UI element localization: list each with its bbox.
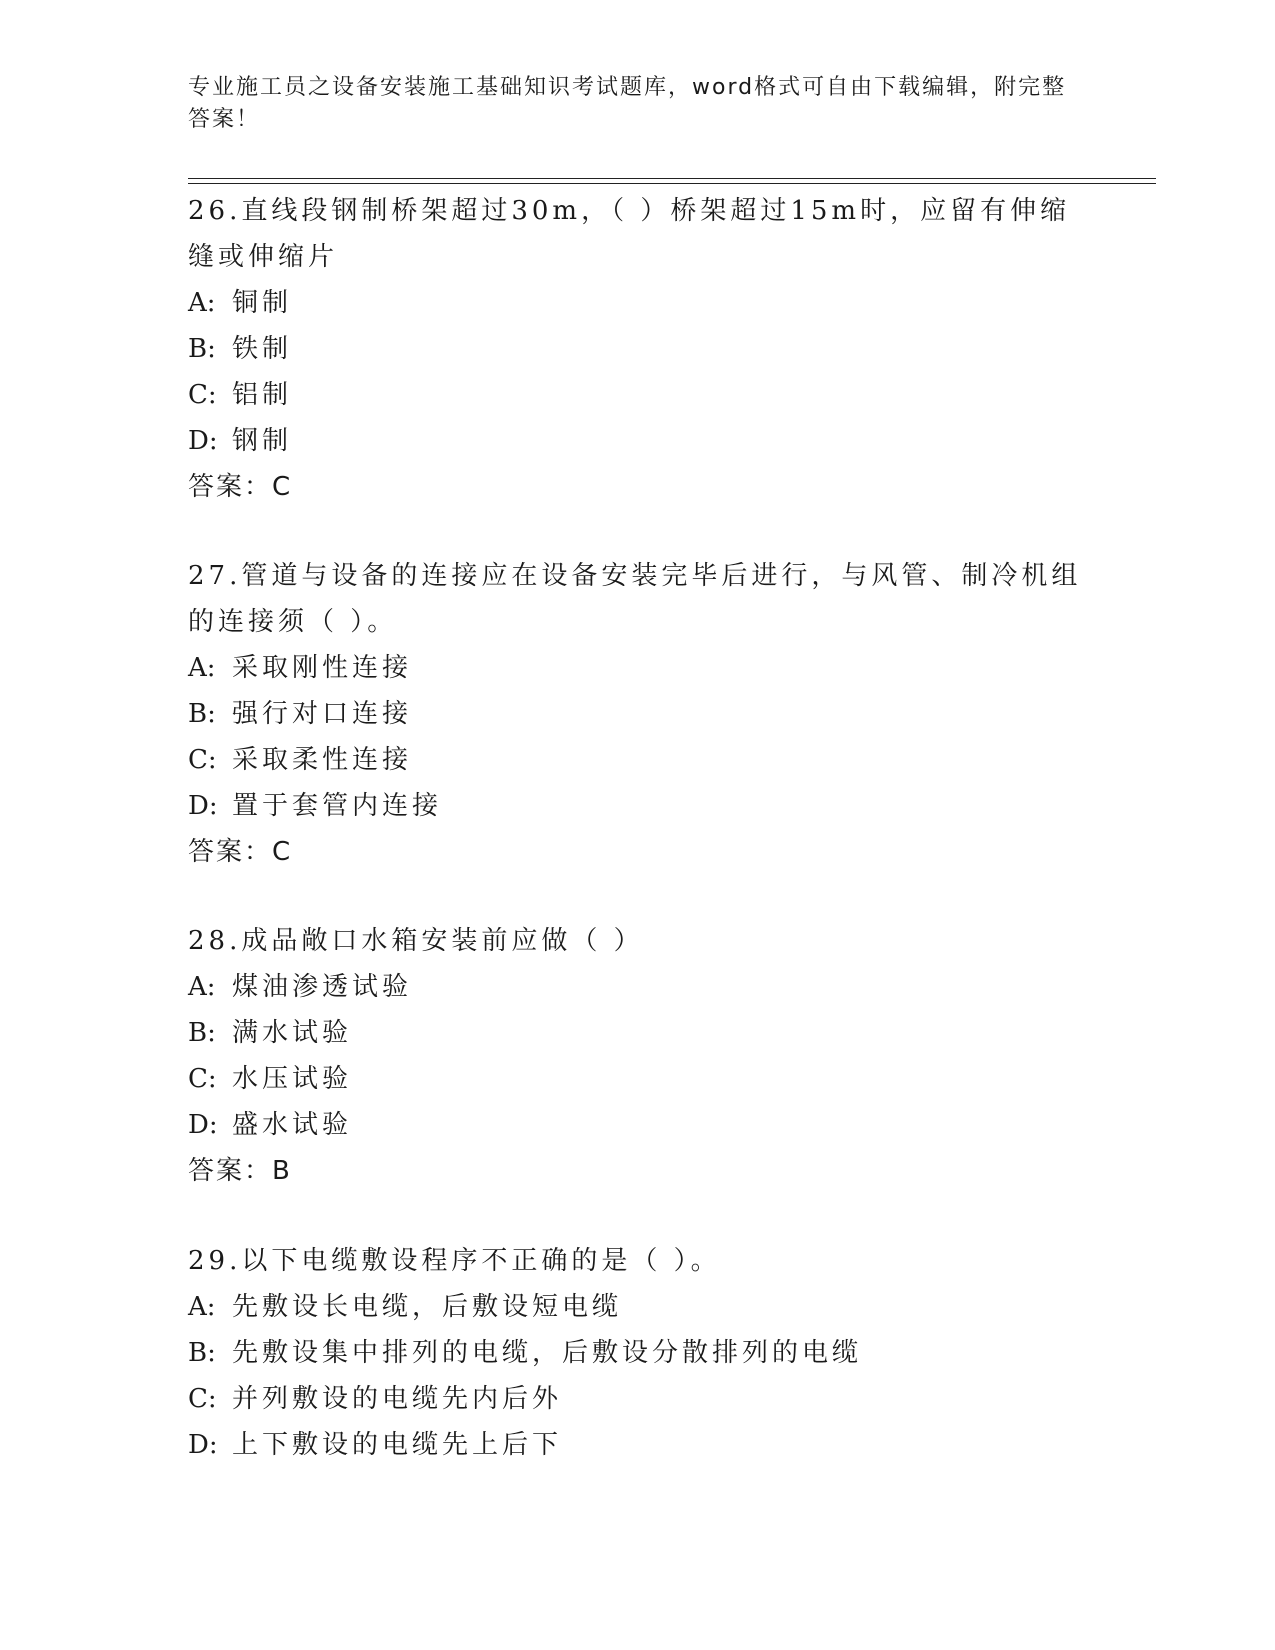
option-key: B: <box>188 334 216 364</box>
document-header: 专业施工员之设备安装施工基础知识考试题库，word格式可自由下载编辑，附完整答案！ <box>188 75 1067 132</box>
question-stem: 27.管道与设备的连接应在设备安装完毕后进行，与风管、制冷机组的连接须（ ）。 <box>188 561 1082 637</box>
option-text: 并列敷设的电缆先内后外 <box>232 1384 563 1414</box>
option-key: C: <box>188 745 217 775</box>
option-key: C: <box>188 1064 217 1094</box>
option-key: D: <box>188 426 218 456</box>
question-stem: 26.直线段钢制桥架超过30m，（ ）桥架超过15m时，应留有伸缩缝或伸缩片 <box>188 196 1071 272</box>
option-key: A: <box>188 1292 216 1322</box>
option-key: D: <box>188 1110 218 1140</box>
option-text: 煤油渗透试验 <box>232 972 413 1002</box>
question-27 <box>188 553 1088 875</box>
question-29 <box>188 1238 1088 1468</box>
option-text: 盛水试验 <box>232 1110 353 1140</box>
question-stem: 28.成品敞口水箱安装前应做（ ） <box>188 926 644 956</box>
option-text: 满水试验 <box>232 1018 353 1048</box>
option-d <box>188 783 1088 829</box>
option-key: D: <box>188 791 218 821</box>
option-text: 置于套管内连接 <box>232 791 443 821</box>
option-a <box>188 645 1088 691</box>
option-text: 先敷设长电缆，后敷设短电缆 <box>232 1292 623 1322</box>
option-a <box>188 280 1088 326</box>
option-text: 采取刚性连接 <box>232 653 413 683</box>
option-key: C: <box>188 1384 217 1414</box>
answer-line: 答案：C <box>188 837 293 867</box>
option-text: 先敷设集中排列的电缆，后敷设分散排列的电缆 <box>232 1338 863 1368</box>
question-26 <box>188 188 1088 510</box>
option-a <box>188 964 1088 1010</box>
option-text: 采取柔性连接 <box>232 745 413 775</box>
option-text: 铝制 <box>232 380 293 410</box>
option-key: D: <box>188 1430 218 1460</box>
option-key: A: <box>188 653 216 683</box>
option-text: 铜制 <box>232 288 293 318</box>
question-28 <box>188 918 1088 1194</box>
header-divider-bottom <box>188 183 1156 184</box>
question-stem: 29.以下电缆敷设程序不正确的是（ ）。 <box>188 1246 721 1276</box>
option-text: 上下敷设的电缆先上后下 <box>232 1430 563 1460</box>
option-key: A: <box>188 288 216 318</box>
answer-line: 答案：B <box>188 1156 292 1186</box>
option-c <box>188 1376 1088 1422</box>
answer-line: 答案：C <box>188 472 293 502</box>
option-key: B: <box>188 699 216 729</box>
option-text: 铁制 <box>232 334 293 364</box>
option-a <box>188 1284 1088 1330</box>
option-key: B: <box>188 1338 216 1368</box>
option-d <box>188 1102 1088 1148</box>
option-b <box>188 326 1088 372</box>
option-c <box>188 1056 1088 1102</box>
option-key: B: <box>188 1018 216 1048</box>
option-d <box>188 418 1088 464</box>
option-d <box>188 1422 1088 1468</box>
option-text: 钢制 <box>232 426 293 456</box>
option-b <box>188 1330 1088 1376</box>
option-key: C: <box>188 380 217 410</box>
option-b <box>188 1010 1088 1056</box>
option-c <box>188 737 1088 783</box>
option-key: A: <box>188 972 216 1002</box>
option-c <box>188 372 1088 418</box>
option-text: 水压试验 <box>232 1064 353 1094</box>
header-divider-top <box>188 178 1156 179</box>
option-text: 强行对口连接 <box>232 699 413 729</box>
option-b <box>188 691 1088 737</box>
